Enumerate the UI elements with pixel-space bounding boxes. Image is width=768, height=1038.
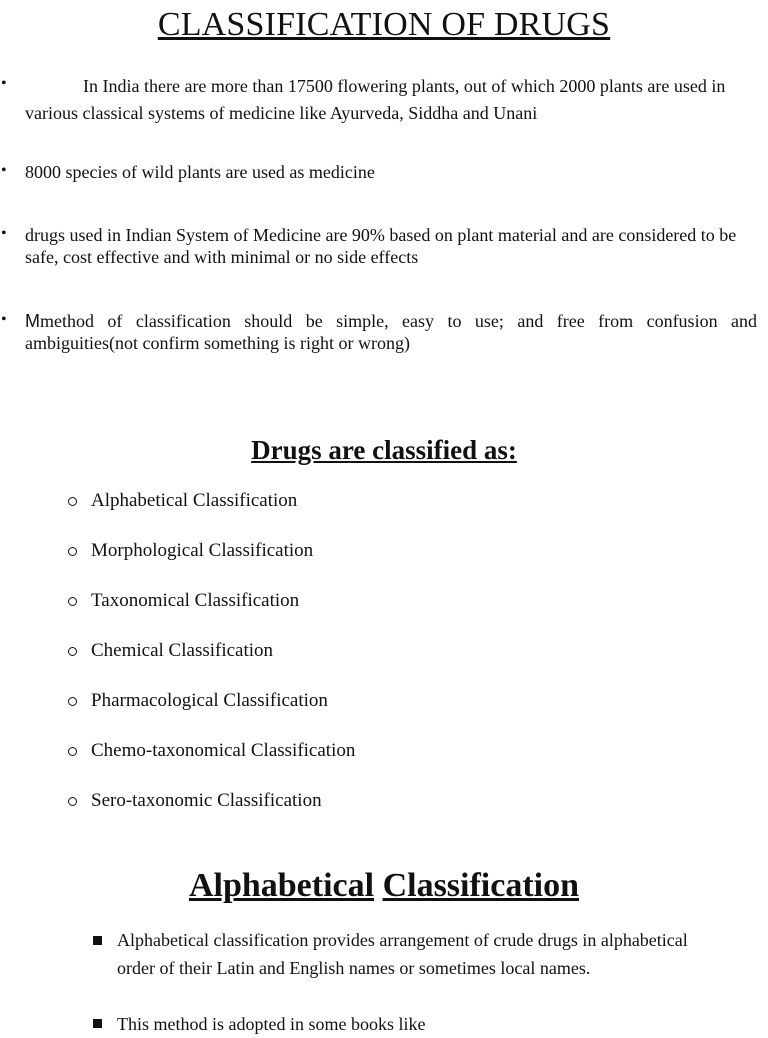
point-text: Alphabetical classification provides arrangement of crude drugs in alphabetical <box>117 930 688 950</box>
list-item <box>68 788 355 838</box>
intro-paragraph-1: In India there are more than 17500 flowering plants, out of which 2000 plants are used in various classical systems of medicine like Ayurveda, Siddha and Unani <box>25 76 726 123</box>
page-title: CLASSIFICATION OF DRUGS <box>157 6 611 43</box>
classified-heading: Drugs are classified as: <box>251 435 517 465</box>
bullet-marker: • <box>1 162 7 179</box>
intro-paragraph-4 <box>25 310 757 354</box>
list-item-label: Morphological Classification <box>91 540 314 561</box>
circle-bullet-icon <box>68 797 77 806</box>
paragraph-initial: M <box>25 311 40 331</box>
section-heading-word: Classification <box>382 867 580 904</box>
list-item-label: Chemical Classification <box>91 640 274 661</box>
section-point-2: This method is adopted in some books like <box>117 1014 426 1034</box>
intro-paragraph-2: 8000 species of wild plants are used as medicine <box>25 162 375 182</box>
list-item-label: Pharmacological Classification <box>91 690 328 711</box>
square-bullet-icon <box>93 936 102 945</box>
list-item <box>68 488 355 538</box>
list-item <box>68 538 355 588</box>
classification-list <box>68 488 355 838</box>
circle-bullet-icon <box>68 747 77 756</box>
section-heading <box>0 867 768 905</box>
list-item <box>68 588 355 638</box>
section-point-1 <box>117 926 737 982</box>
bullet-marker: • <box>1 225 7 242</box>
list-item <box>68 638 355 688</box>
list-item-label: Chemo-taxonomical Classification <box>91 740 356 761</box>
bullet-marker: • <box>1 311 7 328</box>
list-item-label: Taxonomical Classification <box>91 590 300 611</box>
list-item-label: Sero-taxonomic Classification <box>91 790 322 811</box>
paragraph-text: method of classification should be simple, easy to use; and free from confusion and ambiguities(not confirm something is right or wrong) <box>25 311 757 353</box>
circle-bullet-icon <box>68 547 77 556</box>
list-item-label: Alphabetical Classification <box>91 490 298 511</box>
bullet-marker: • <box>1 75 7 92</box>
circle-bullet-icon <box>68 697 77 706</box>
circle-bullet-icon <box>68 497 77 506</box>
list-item <box>68 688 355 738</box>
intro-paragraph-3: drugs used in Indian System of Medicine are 90% based on plant material and are considered to be safe, cost effective and with minimal or no side effects <box>25 225 737 267</box>
section-heading-word: Alphabetical <box>188 867 375 904</box>
circle-bullet-icon <box>68 597 77 606</box>
point-text: order of their Latin and English names or sometimes local names. <box>117 958 591 978</box>
list-item <box>68 738 355 788</box>
circle-bullet-icon <box>68 647 77 656</box>
